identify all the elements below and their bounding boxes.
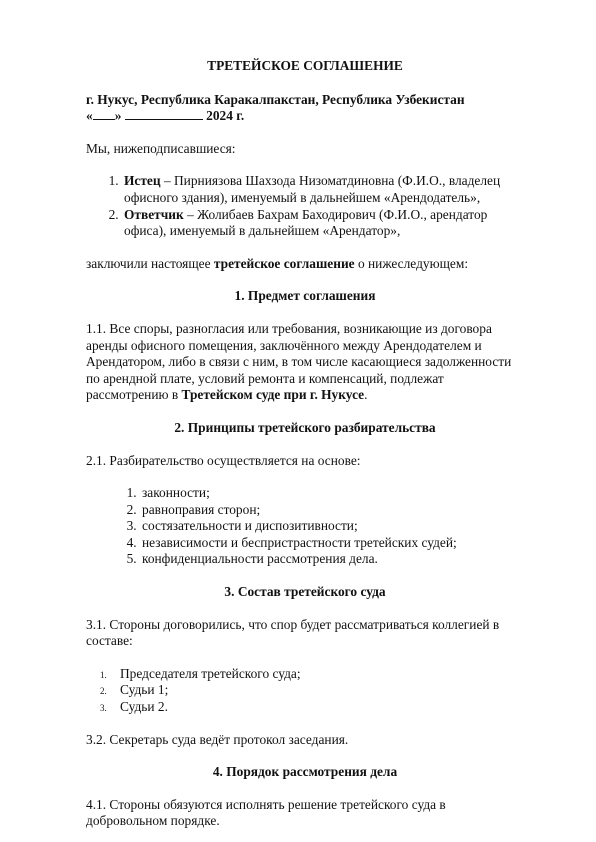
party-text: Пирниязова Шахзода Низоматдиновна (Ф.И.О., владелец офисного здания), именуемый в дальнейшем «Арендодатель»,: [124, 173, 501, 205]
list-item: 2. равноправия сторон;: [140, 502, 524, 519]
section-3-paragraph: 3.1. Стороны договорились, что спор будет рассматриваться коллегией в составе:: [86, 616, 500, 649]
list-item: 1. законности;: [140, 485, 524, 502]
list-item: Судьи 2.: [120, 699, 168, 715]
date-month-blank: [125, 108, 203, 120]
section-3-paragraph-2: 3.2. Секретарь суда ведёт протокол заседания.: [86, 731, 349, 747]
concluded-suffix: о нижеследующем:: [354, 255, 469, 271]
party-text: Жолибаев Бахрам Баходирович (Ф.И.О., арендатор офиса), именуемый в дальнейшем «Арендатор»,: [124, 206, 488, 239]
date-close-quote: »: [114, 108, 122, 124]
section-4-heading: 4. Порядок рассмотрения дела: [212, 764, 398, 780]
section-2-paragraph: 2.1. Разбирательство осуществляется на основе:: [86, 452, 361, 468]
party-item: [122, 173, 524, 206]
list-item: 4. независимости и беспристрастности третейских судей;: [140, 535, 524, 552]
date-open-quote: «: [86, 108, 93, 124]
section-4-paragraph: 4.1. Стороны обязуются исполнять решение третейского суда в добровольном порядке.: [86, 796, 446, 829]
concluded-text: [86, 256, 524, 273]
section-1-paragraph: [86, 321, 524, 404]
date-day-blank: [93, 108, 115, 120]
concluded-bold: третейское соглашение: [213, 255, 355, 271]
section-1-end: .: [364, 387, 368, 403]
date-year: 2024 г.: [206, 108, 245, 124]
list-item: 5. конфиденциальности рассмотрения дела.: [140, 551, 524, 568]
document-date: [86, 108, 524, 125]
court-members-list: [86, 666, 524, 716]
section-3-heading: 3. Состав третейского суда: [224, 584, 386, 600]
parties-list: [86, 173, 524, 239]
party-separator: –: [183, 206, 198, 222]
intro-text: Мы, нижеподписавшиеся:: [86, 140, 236, 156]
section-1-heading: 1. Предмет соглашения: [234, 288, 376, 304]
party-role: Ответчик: [124, 206, 184, 222]
document-place: г. Нукус, Республика Каракалпакстан, Республика Узбекистан: [86, 91, 465, 107]
principles-list: [86, 485, 524, 568]
party-item: [122, 207, 524, 240]
party-role: Истец: [124, 173, 161, 189]
party-separator: –: [160, 173, 174, 189]
concluded-prefix: заключили настоящее: [86, 255, 214, 271]
section-1-court: Третейском суде при г. Нукусе: [181, 387, 365, 403]
list-item: Председателя третейского суда;: [120, 665, 301, 681]
section-1-text: 1.1. Все споры, разногласия или требования, возникающие из договора аренды офисного помещения, заключённого между Арендодателем и Арендатором, либо в связи с ним, в том числе касающиеся задолженности по арендной плате, условий ремонта и компенсаций, подлежат рассмотрению в: [86, 320, 512, 403]
list-item: Судьи 1;: [120, 682, 169, 698]
section-2-heading: 2. Принципы третейского разбирательства: [174, 419, 436, 435]
document-title: ТРЕТЕЙСКОЕ СОГЛАШЕНИЕ: [207, 58, 403, 73]
list-item: 3. состязательности и диспозитивности;: [140, 518, 524, 535]
